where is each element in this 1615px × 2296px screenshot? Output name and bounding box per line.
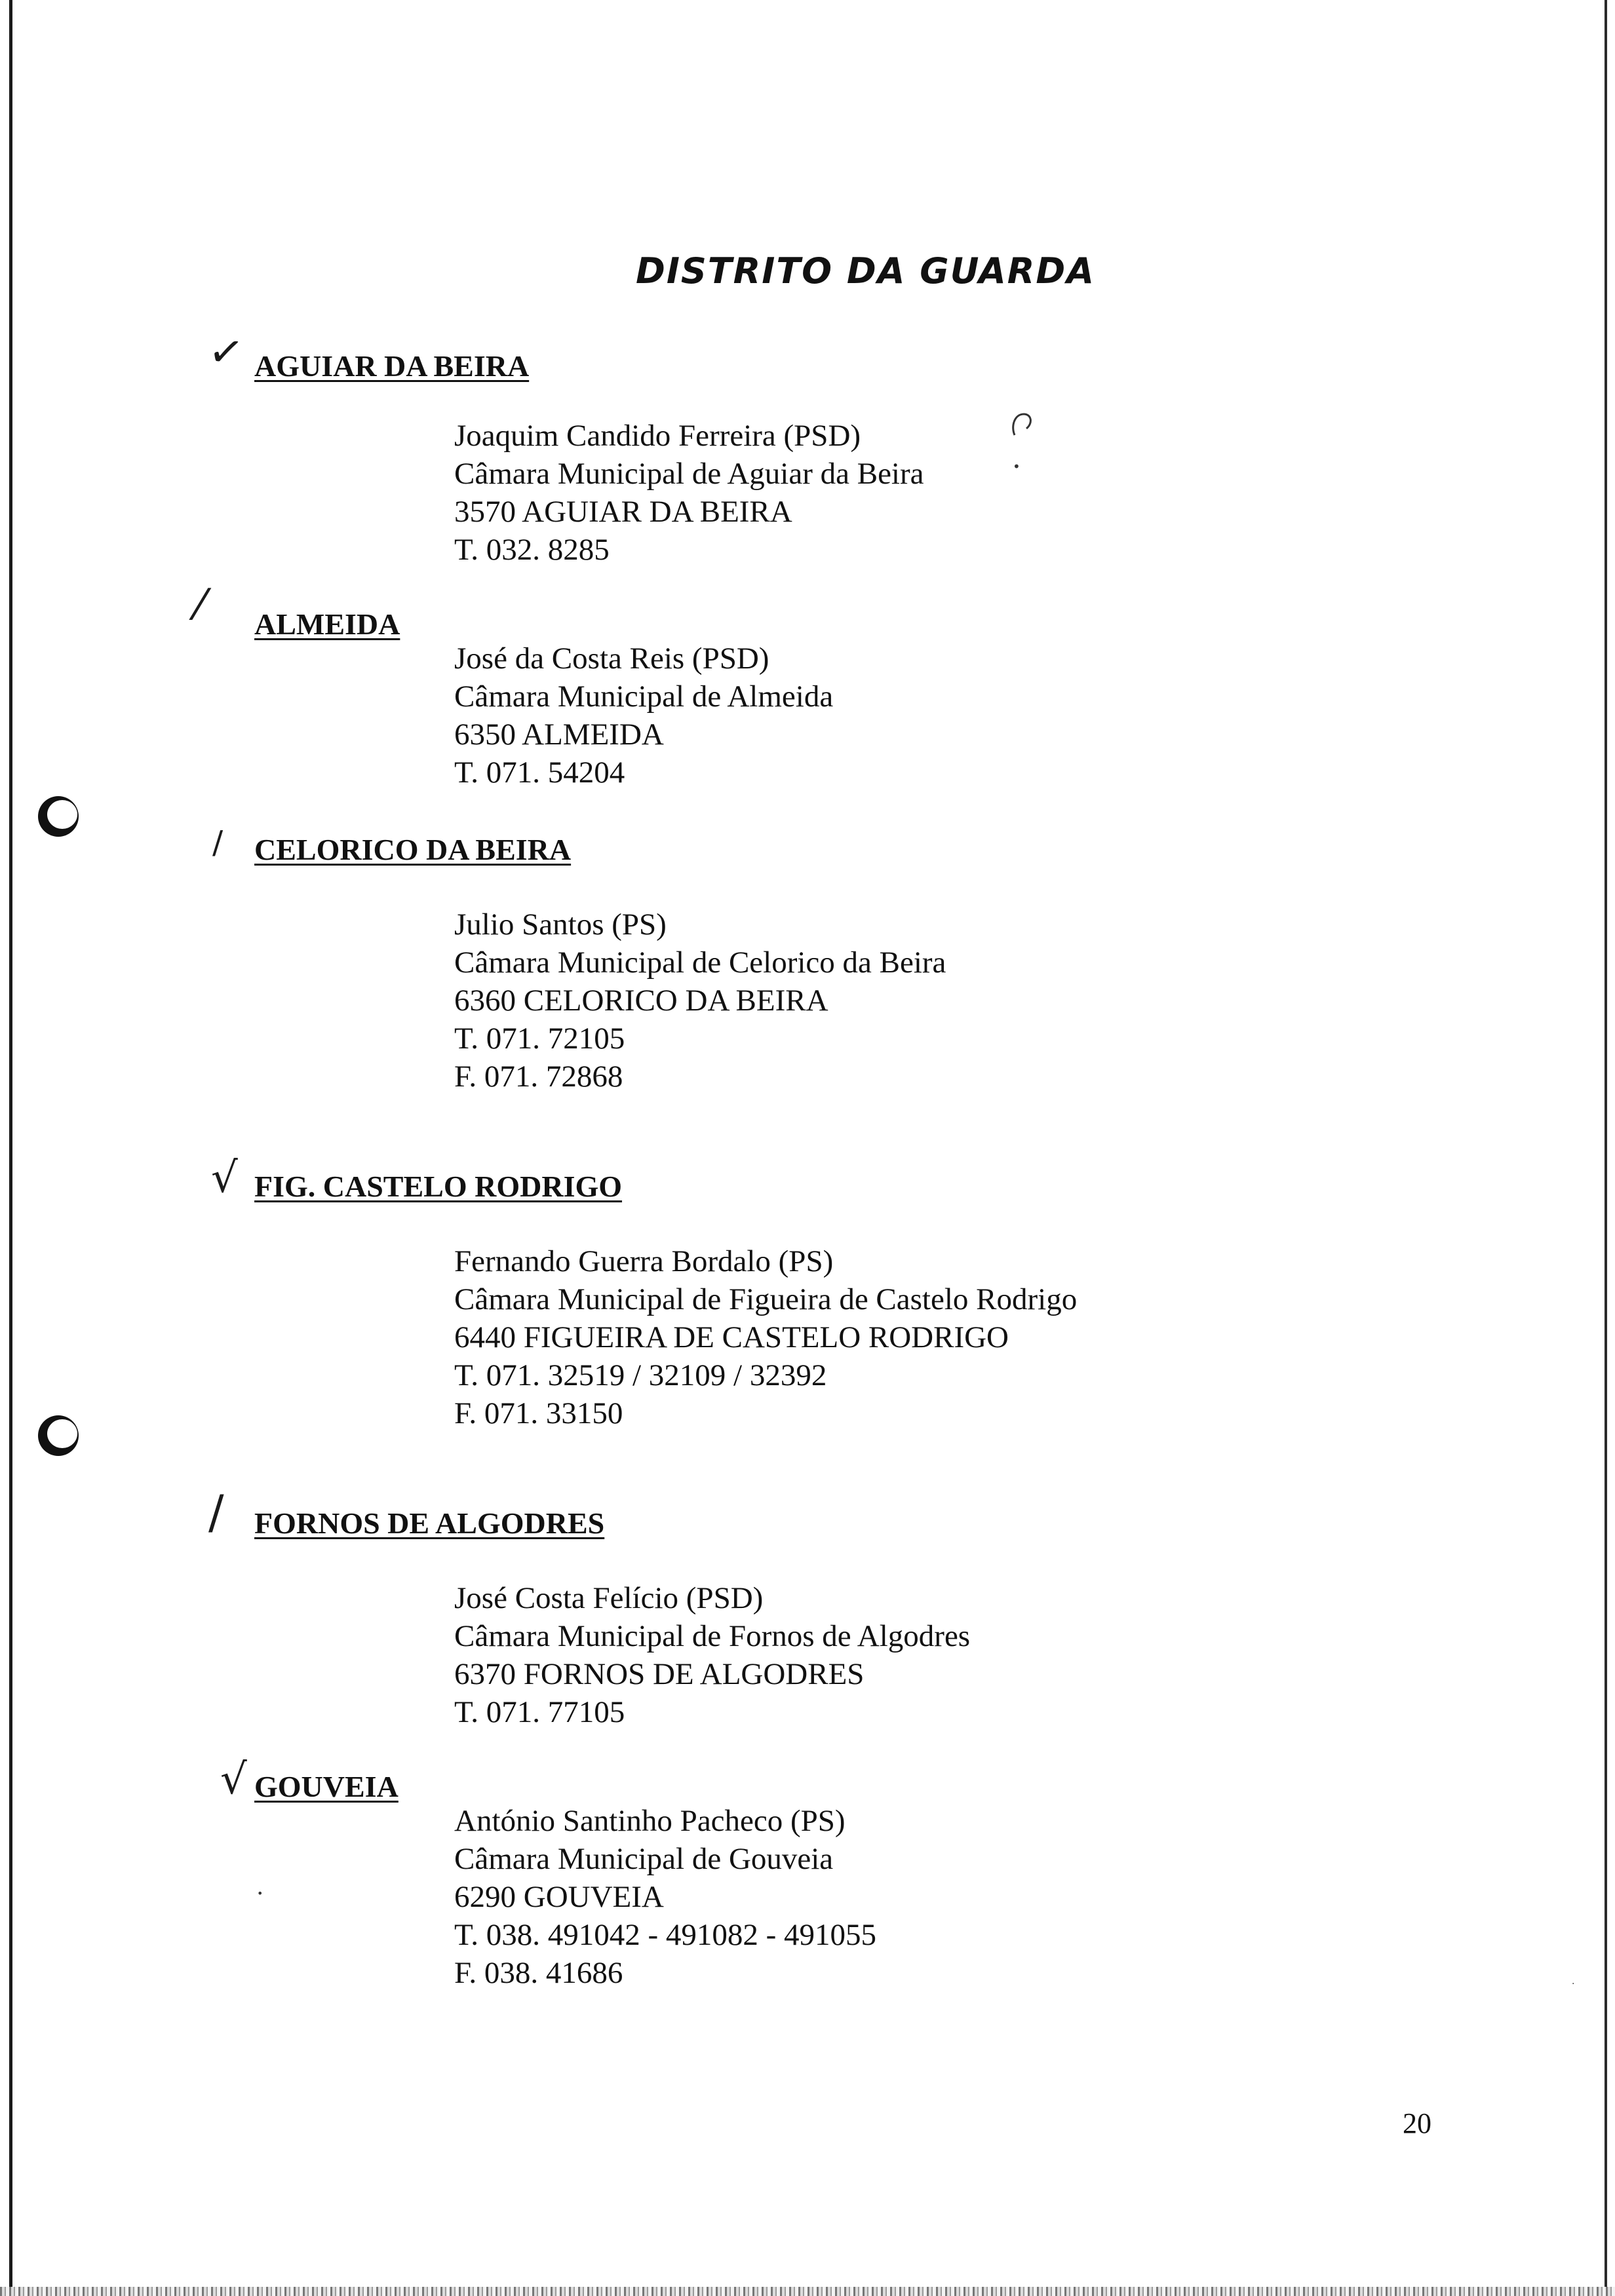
entry-line: 6440 FIGUEIRA DE CASTELO RODRIGO	[454, 1320, 1009, 1354]
entry-details	[454, 1802, 876, 1992]
dot-mark-icon: •	[1013, 459, 1021, 474]
checkmark-icon: /	[212, 824, 224, 861]
entry-details	[454, 640, 833, 792]
entry-line: José Costa Felício (PSD)	[454, 1581, 764, 1615]
entry-heading: AGUIAR DA BEIRA	[254, 349, 530, 383]
checkmark-icon: √	[220, 1755, 247, 1804]
entry-line: Fernando Guerra Bordalo (PS)	[454, 1244, 834, 1278]
checkmark-icon: /	[208, 1485, 224, 1539]
entry-heading: GOUVEIA	[254, 1770, 399, 1803]
scan-edge-right	[1605, 0, 1607, 2296]
entry-line: Câmara Municipal de Almeida	[454, 679, 834, 714]
entry-line: T. 071. 54204	[454, 756, 625, 790]
checkmark-icon: ⁄	[197, 581, 204, 630]
checkmark-icon: √	[211, 1154, 238, 1202]
entry-line: 6370 FORNOS DE ALGODRES	[454, 1657, 865, 1691]
entry-heading: ALMEIDA	[254, 607, 400, 641]
entry-details	[454, 417, 924, 569]
entry-line: 6360 CELORICO DA BEIRA	[454, 984, 828, 1018]
entry-line: T. 038. 491042 - 491082 - 491055	[454, 1918, 877, 1952]
entry-details	[454, 1579, 970, 1731]
punch-hole-icon	[38, 796, 79, 837]
entry-details	[454, 906, 946, 1096]
entry-line: F. 038. 41686	[454, 1956, 623, 1990]
entry-line: 6290 GOUVEIA	[454, 1880, 664, 1914]
entry-heading: FORNOS DE ALGODRES	[254, 1506, 605, 1540]
entry-line: Câmara Municipal de Figueira de Castelo Rodrigo	[454, 1282, 1078, 1316]
entry-line: Câmara Municipal de Fornos de Algodres	[454, 1619, 971, 1653]
page-number: 20	[1403, 2107, 1431, 2139]
page-title: DISTRITO DA GUARDA	[636, 250, 1096, 292]
entry-details	[454, 1242, 1077, 1432]
entry-line: Julio Santos (PS)	[454, 908, 667, 942]
entry-line: T. 071. 77105	[454, 1695, 625, 1729]
entry-line: António Santinho Pacheco (PS)	[454, 1804, 846, 1838]
entry-line: F. 071. 33150	[454, 1396, 623, 1430]
entry-line: T. 032. 8285	[454, 533, 610, 567]
scan-edge-bottom	[0, 2287, 1615, 2296]
entry-heading: FIG. CASTELO RODRIGO	[254, 1170, 623, 1203]
entry-line: T. 071. 32519 / 32109 / 32392	[454, 1358, 827, 1392]
entry-line: 6350 ALMEIDA	[454, 718, 664, 752]
entry-line: Câmara Municipal de Gouveia	[454, 1842, 834, 1876]
entry-heading: CELORICO DA BEIRA	[254, 833, 572, 866]
dot-mark-icon: •	[257, 1887, 263, 1900]
entry-line: José da Costa Reis (PSD)	[454, 641, 769, 676]
punch-hole-icon	[38, 1415, 79, 1456]
entry-line: Câmara Municipal de Celorico da Beira	[454, 946, 946, 980]
scan-edge-left	[9, 0, 12, 2296]
entry-line: 3570 AGUIAR DA BEIRA	[454, 495, 792, 529]
checkmark-icon: ✓	[205, 326, 247, 379]
entry-line: Joaquim Candido Ferreira (PSD)	[454, 419, 861, 453]
entry-line: Câmara Municipal de Aguiar da Beira	[454, 457, 924, 491]
handwritten-circle-icon	[1009, 410, 1036, 443]
entry-line: T. 071. 72105	[454, 1022, 625, 1056]
dot-mark-icon: ·	[1572, 1979, 1575, 1989]
entry-line: F. 071. 72868	[454, 1060, 623, 1094]
